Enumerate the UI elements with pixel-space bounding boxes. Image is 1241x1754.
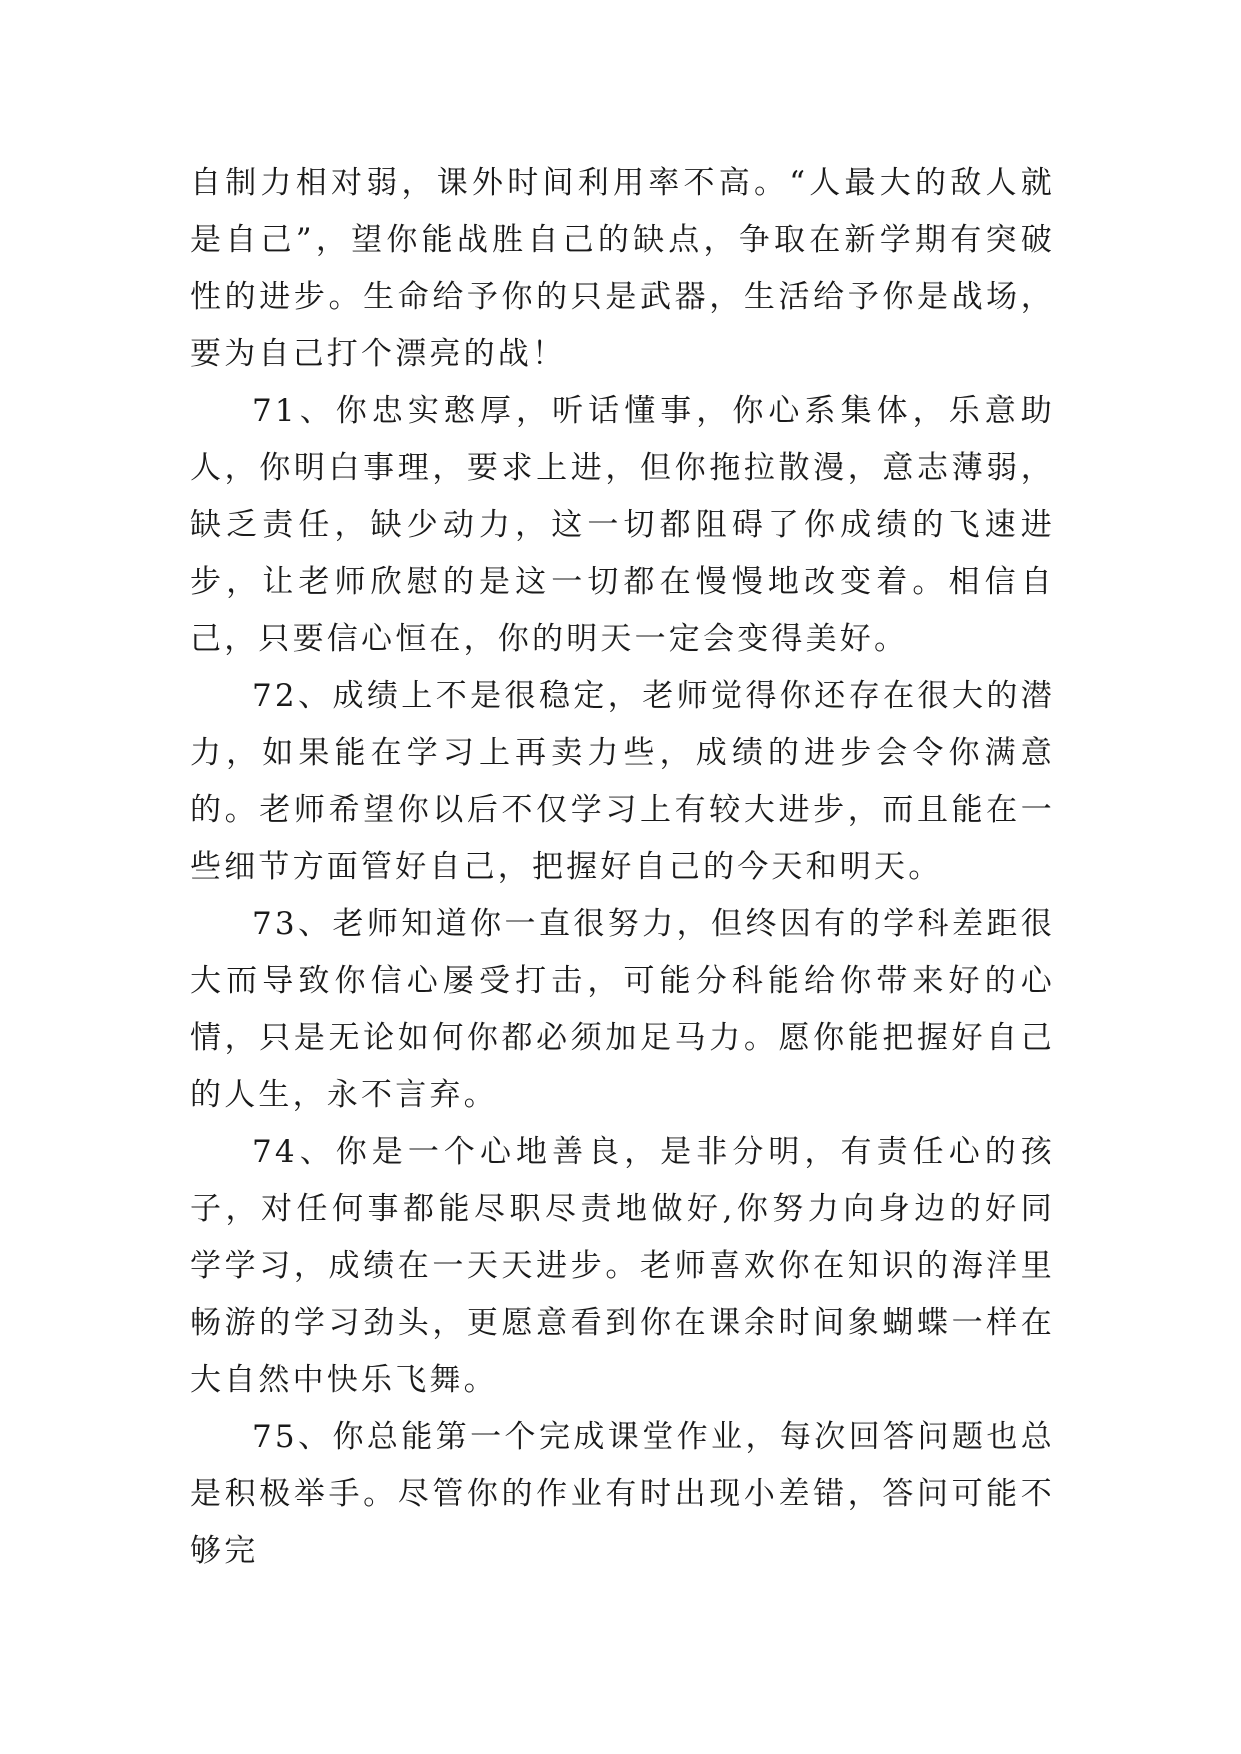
paragraph-74: 74、你是一个心地善良，是非分明，有责任心的孩子，对任何事都能尽职尽责地做好,你努力向身边的好同学学习，成绩在一天天进步。老师喜欢你在知识的海洋里畅游的学习劲头，更愿意看到你在课余时间象蝴蝶一样在大自然中快乐飞舞。 [190, 1134, 1055, 1398]
paragraph-73: 73、老师知道你一直很努力，但终因有的学科差距很大而导致你信心屡受打击，可能分科能给你带来好的心情，只是无论如何你都必须加足马力。愿你能把握好自己的人生，永不言弃。 [190, 906, 1055, 1113]
paragraph-75: 75、你总能第一个完成课堂作业，每次回答问题也总是积极举手。尽管你的作业有时出现小差错，答问可能不够完 [190, 1419, 1055, 1569]
paragraph-continuation: 自制力相对弱，课外时间利用率不高。“人最大的敌人就是自己”，望你能战胜自己的缺点，争取在新学期有突破性的进步。生命给予你的只是武器，生活给予你是战场，要为自己打个漂亮的战！ [190, 165, 1055, 372]
document-body [190, 155, 1055, 1580]
paragraph-72: 72、成绩上不是很稳定，老师觉得你还存在很大的潜力，如果能在学习上再卖力些，成绩的进步会令你满意的。老师希望你以后不仅学习上有较大进步，而且能在一些细节方面管好自己，把握好自己的今天和明天。 [190, 678, 1055, 885]
paragraph-71: 71、你忠实憨厚，听话懂事，你心系集体，乐意助人，你明白事理，要求上进，但你拖拉散漫，意志薄弱，缺乏责任，缺少动力，这一切都阻碍了你成绩的飞速进步，让老师欣慰的是这一切都在慢慢地改变着。相信自己，只要信心恒在，你的明天一定会变得美好。 [190, 393, 1055, 657]
